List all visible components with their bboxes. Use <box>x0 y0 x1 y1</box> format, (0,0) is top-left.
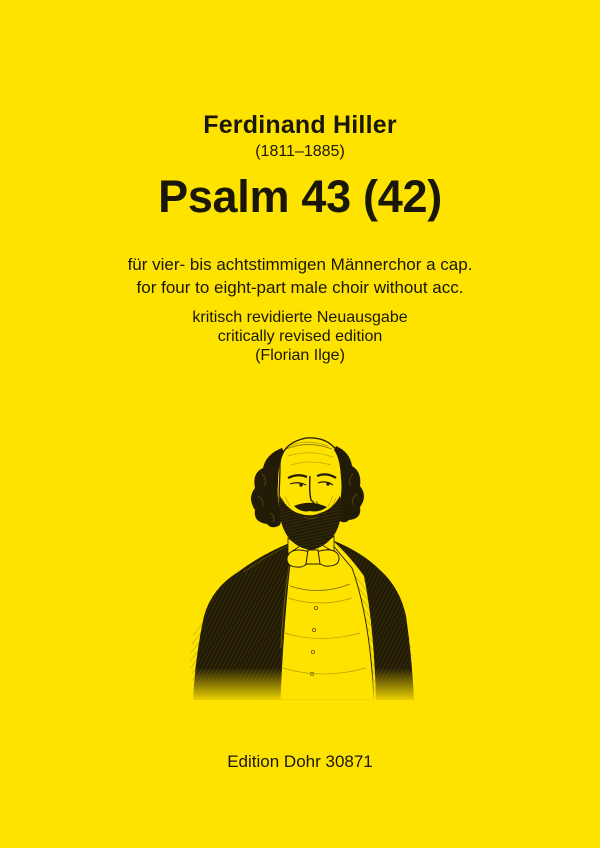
scoring-line-en: for four to eight-part male choir without acc. <box>136 278 464 297</box>
scoring-line-de: für vier- bis achtstimmigen Männerchor a cap. <box>127 255 473 274</box>
portrait-hair <box>251 442 364 527</box>
scoring-block <box>0 253 600 299</box>
edition-block <box>0 308 600 365</box>
work-title: Psalm 43 (42) <box>158 171 442 222</box>
edition-note-en: critically revised edition <box>217 328 383 345</box>
edition-note-de: kritisch revidierte Neuausgabe <box>192 309 408 326</box>
publisher-imprint: Edition Dohr 30871 <box>227 752 373 771</box>
composer-dates: (1811–1885) <box>255 143 345 160</box>
composer-portrait-image <box>180 418 420 700</box>
edition-editor: (Florian Ilge) <box>255 347 345 364</box>
portrait-bottom-fade <box>180 668 420 700</box>
composer-name: Ferdinand Hiller <box>203 111 397 139</box>
